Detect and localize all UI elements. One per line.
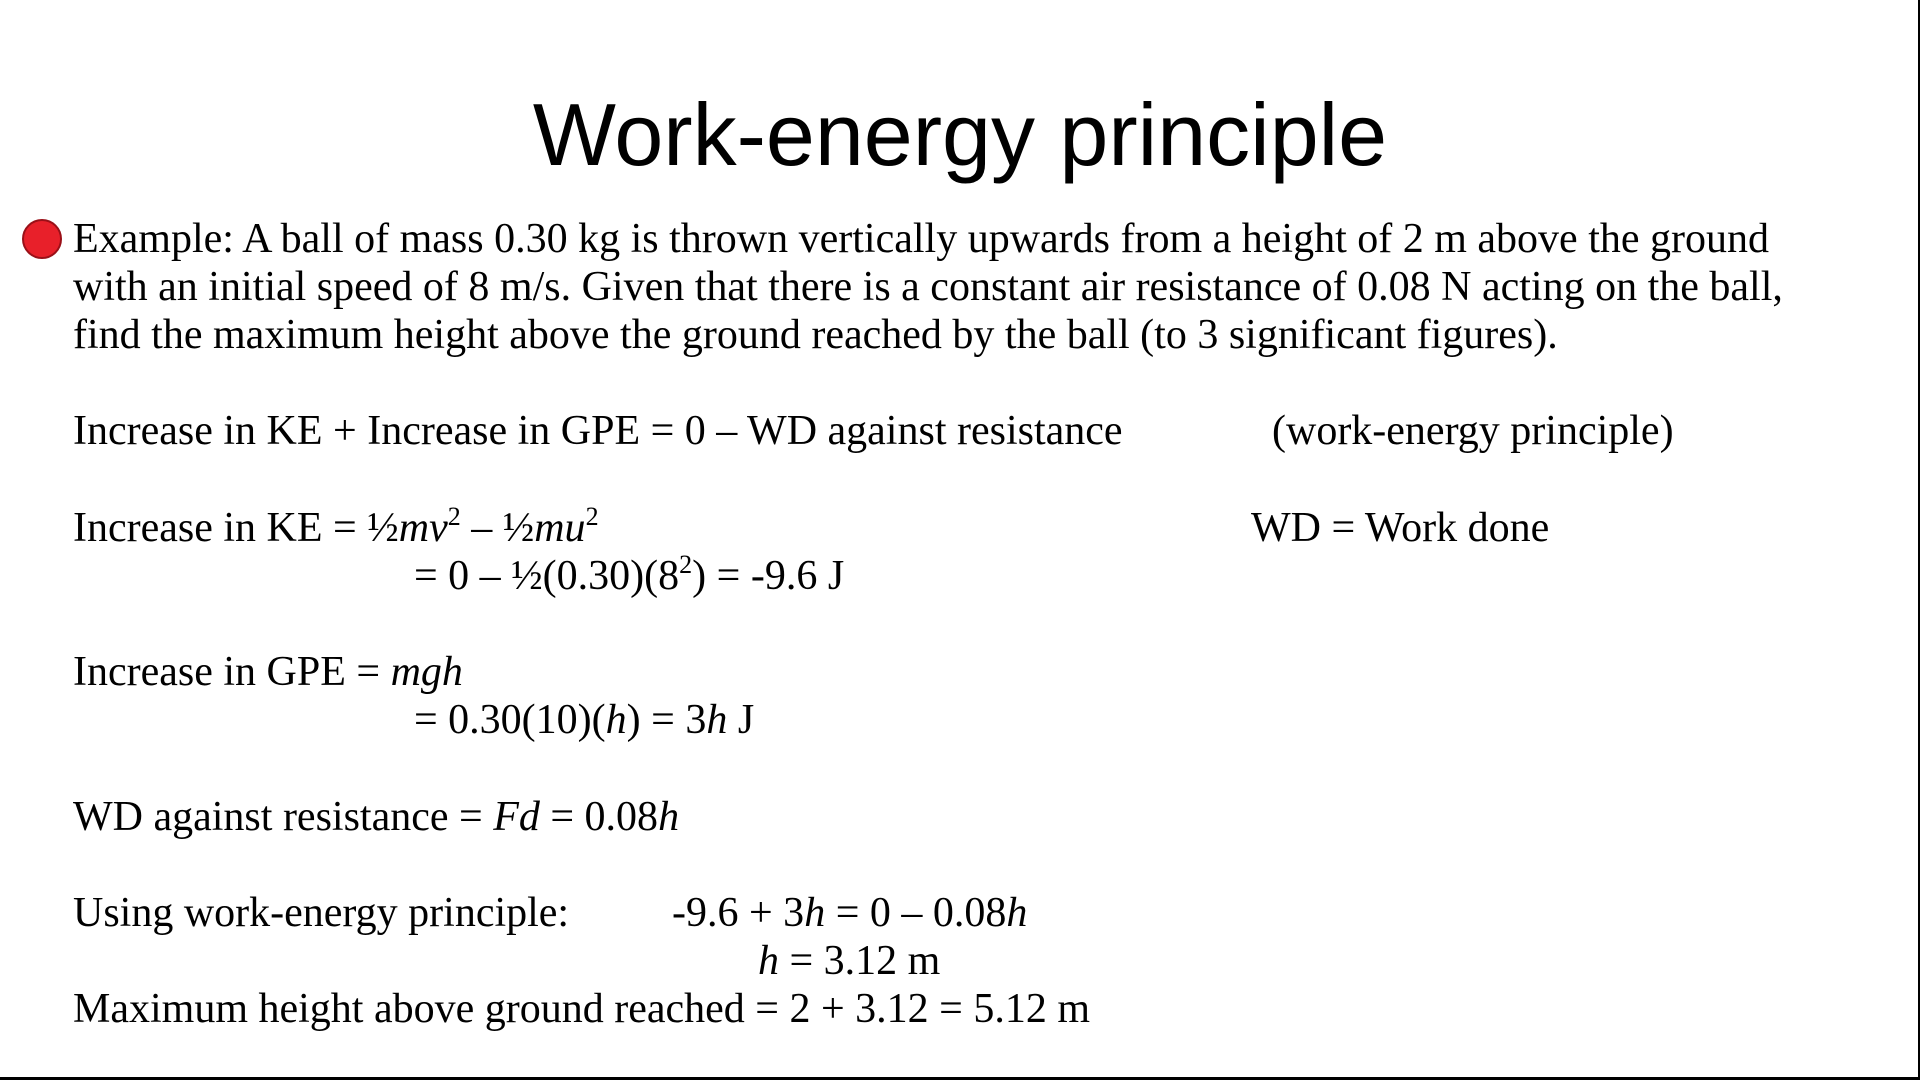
wd-mid: = 0.08 xyxy=(539,794,659,840)
ke-label: Increase in KE = ½ xyxy=(73,505,399,551)
ke-mu: mu xyxy=(534,505,586,551)
ke-calc-b: ) = -9.6 J xyxy=(692,553,845,599)
using-eq-a: -9.6 + 3 xyxy=(672,890,805,936)
ke-minus: – ½ xyxy=(460,505,535,551)
bullet-icon xyxy=(22,219,62,259)
ke-mv: mv xyxy=(398,505,448,551)
principle-note: (work-energy principle) xyxy=(1272,408,1674,454)
ke-exp-2: 2 xyxy=(585,502,599,531)
gpe-calc-a: = 0.30(10)( xyxy=(414,697,606,743)
ke-line-1 xyxy=(73,504,599,552)
wd-h: h xyxy=(658,794,680,840)
example-line-1: Example: A ball of mass 0.30 kg is thrown vertically upwards from a height of 2 m above the ground xyxy=(73,216,1769,262)
using-eq-h2: h xyxy=(1006,890,1028,936)
result-rest: = 3.12 m xyxy=(779,938,941,984)
ke-calc-a: = 0 – ½(0.30)(8 xyxy=(414,553,680,599)
wd-fd: Fd xyxy=(493,794,540,840)
wd-label: WD against resistance = xyxy=(73,794,494,840)
gpe-calc-b: ) = 3 xyxy=(626,697,707,743)
using-equation xyxy=(672,889,1027,937)
wd-line xyxy=(73,793,679,841)
example-line-2: with an initial speed of 8 m/s. Given that there is a constant air resistance of 0.08 N acting on the ball, xyxy=(73,264,1783,310)
gpe-label: Increase in GPE = xyxy=(73,649,391,695)
gpe-calc-h: h xyxy=(605,697,627,743)
gpe-line-1 xyxy=(73,648,463,696)
wd-definition: WD = Work done xyxy=(1251,505,1550,551)
using-result xyxy=(758,937,940,985)
using-eq-h1: h xyxy=(804,890,826,936)
gpe-formula: mgh xyxy=(390,649,463,695)
conclusion: Maximum height above ground reached = 2 + 3.12 = 5.12 m xyxy=(73,986,1091,1032)
example-text xyxy=(73,215,1783,359)
ke-line-2 xyxy=(414,552,844,600)
result-h: h xyxy=(758,938,779,984)
ke-calc-exp: 2 xyxy=(679,550,693,579)
gpe-calc-h2: h xyxy=(706,697,728,743)
using-label: Using work-energy principle: xyxy=(73,890,570,936)
using-eq-b: = 0 – 0.08 xyxy=(825,890,1007,936)
principle-equation: Increase in KE + Increase in GPE = 0 – WD against resistance xyxy=(73,408,1123,454)
gpe-line-2 xyxy=(414,696,754,744)
example-line-3: find the maximum height above the ground reached by the ball (to 3 significant figures). xyxy=(73,312,1558,358)
ke-exp-1: 2 xyxy=(447,502,461,531)
gpe-calc-c: J xyxy=(727,697,755,743)
slide-title: Work-energy principle xyxy=(532,85,1388,184)
